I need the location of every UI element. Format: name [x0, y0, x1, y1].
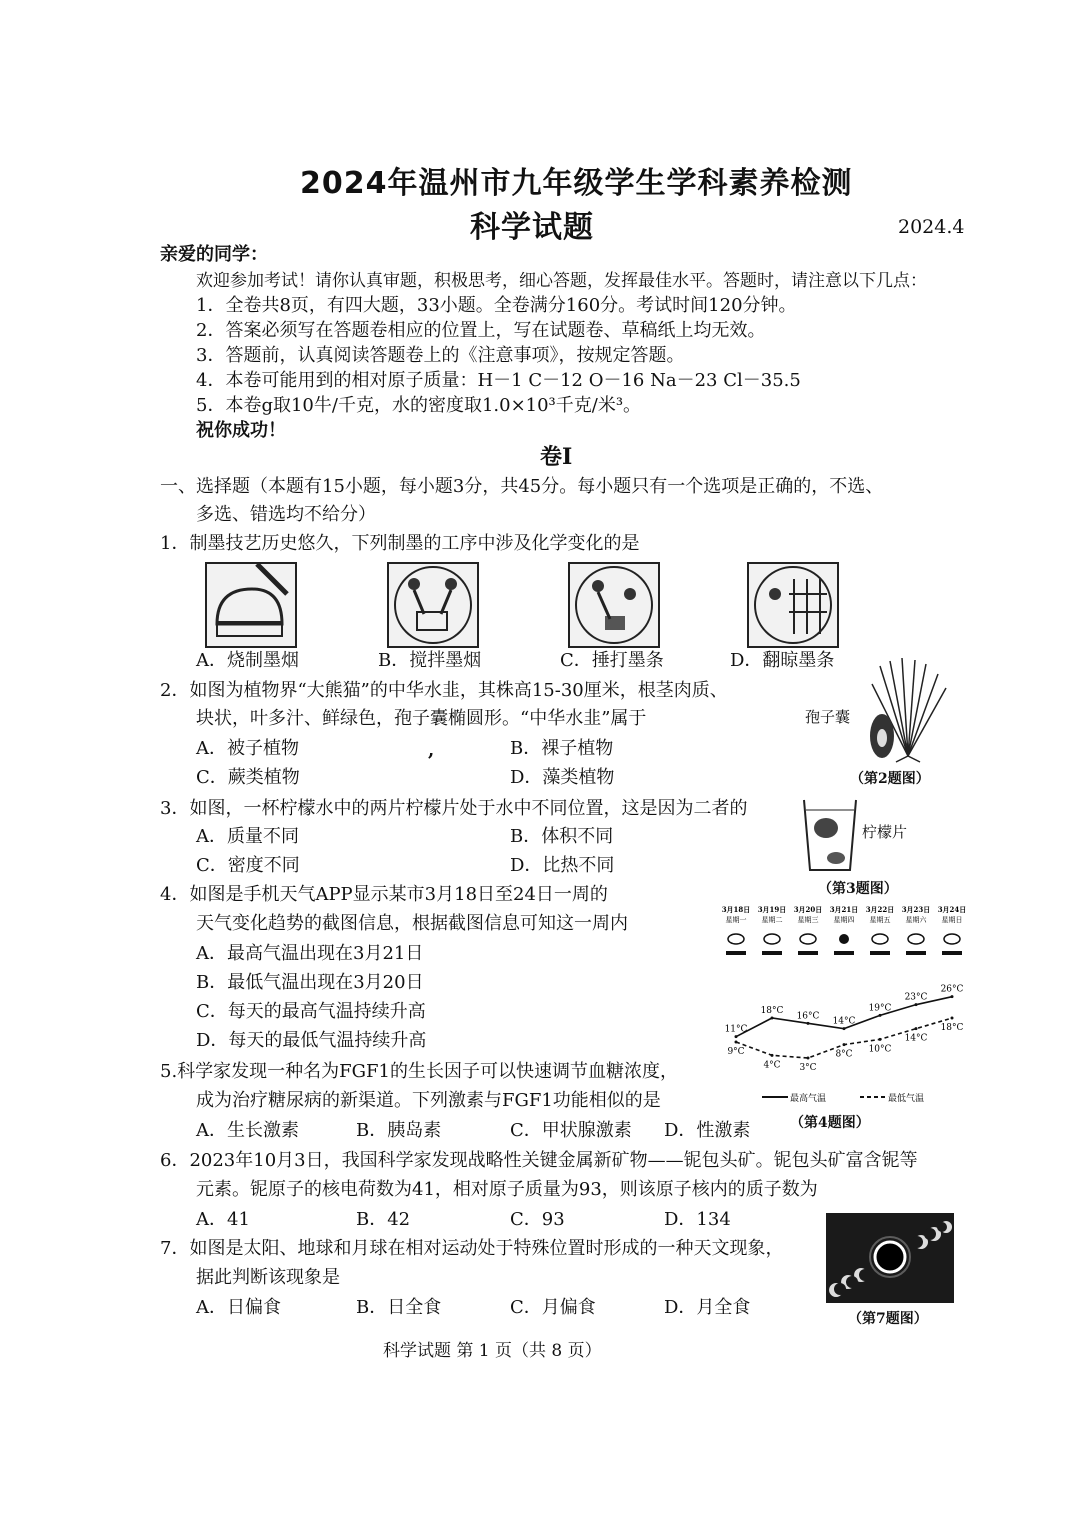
- sun-icon: [839, 934, 849, 944]
- day-weekday-label: 星期二: [761, 916, 783, 924]
- high-temp-label: 18°C: [760, 1006, 784, 1016]
- note-3: 3．答题前，认真阅读答题卷上的《注意事项》，按规定答题。: [196, 345, 685, 366]
- q1-image-b: [387, 562, 479, 648]
- q7-option-d: D．月全食: [664, 1297, 751, 1318]
- high-temp-point: [807, 1022, 810, 1025]
- q5-stem-2: 成为治疗糖尿病的新渠道。下列激素与FGF1功能相似的是: [196, 1090, 661, 1111]
- weather-bar: [942, 951, 962, 955]
- q6-option-b: B．42: [356, 1209, 411, 1230]
- cloud-icon: [728, 934, 744, 944]
- q7-stem-2: 据此判断该现象是: [196, 1267, 340, 1288]
- low-temp-point: [843, 1043, 846, 1046]
- q1-image-c: [568, 562, 660, 648]
- kiln-illustration: [207, 564, 295, 646]
- low-temp-point: [771, 1054, 774, 1057]
- q2-option-a: A．被子植物: [196, 738, 299, 759]
- high-temp-point: [735, 1035, 738, 1038]
- high-temp-label: 14°C: [832, 1016, 856, 1027]
- section-heading-cont: 多选、错选均不给分）: [196, 504, 376, 525]
- note-1: 1．全卷共8页，有四大题，33小题。全卷满分160分。考试时间120分钟。: [196, 295, 797, 316]
- volume-heading: 卷I: [540, 444, 573, 470]
- high-temp-point: [843, 1027, 846, 1030]
- page-subtitle: 科学试题: [470, 210, 594, 245]
- note-2: 2．答案必须写在答题卷相应的位置上，写在试题卷、草稿纸上均无效。: [196, 320, 766, 341]
- high-temp-point: [951, 995, 954, 998]
- day-weekday-label: 星期三: [797, 916, 819, 924]
- q5-option-a: A．生长激素: [196, 1120, 299, 1141]
- q4-option-a: A．最高气温出现在3月21日: [196, 943, 424, 964]
- low-temp-label: 3°C: [799, 1063, 817, 1073]
- q1-option-a: A．烧制墨烟: [196, 650, 299, 671]
- day-weekday-label: 星期六: [905, 916, 927, 924]
- low-temp-point: [951, 1017, 954, 1020]
- q1-option-d: D．翻晾墨条: [730, 650, 835, 671]
- quillwort-plant-illustration: [860, 656, 950, 764]
- q4-stem-2: 天气变化趋势的截图信息，根据截图信息可知这一周内: [196, 913, 628, 934]
- low-temp-label: 10°C: [868, 1044, 892, 1055]
- low-temp-point: [915, 1027, 918, 1030]
- low-temp-label: 8°C: [835, 1049, 853, 1060]
- q2-stem-2: 块状，叶多汁、鲜绿色，孢子囊椭圆形。“中华水韭”属于: [196, 708, 647, 729]
- high-temp-label: 16°C: [796, 1011, 820, 1022]
- weather-bar: [762, 951, 782, 955]
- q3-stem: 3．如图，一杯柠檬水中的两片柠檬片处于水中不同位置，这是因为二者的: [160, 798, 748, 819]
- note-5: 5．本卷g取10牛/千克，水的密度取1.0×10³千克/米³。: [196, 395, 642, 416]
- q2-fig-label: 孢子囊: [805, 708, 851, 726]
- cloud-icon: [764, 934, 780, 944]
- day-date-label: 3月23日: [901, 905, 931, 914]
- hammering-illustration: [570, 564, 658, 646]
- high-temp-label: 11°C: [724, 1024, 748, 1035]
- q5-stem-1: 5.科学家发现一种名为FGF1的生长因子可以快速调节血糖浓度，: [160, 1061, 678, 1082]
- q1-image-d: [747, 562, 839, 648]
- legend-low-label: 最低气温: [888, 1094, 925, 1104]
- low-temp-label: 18°C: [940, 1023, 964, 1033]
- q3-option-a: A．质量不同: [196, 826, 299, 847]
- q3-caption: （第3题图）: [818, 881, 898, 897]
- day-weekday-label: 星期一: [725, 916, 747, 924]
- cloud-icon: [872, 934, 888, 944]
- day-date-label: 3月22日: [865, 905, 895, 914]
- q1-option-c: C．捶打墨条: [560, 650, 664, 671]
- q4-caption: （第4题图）: [790, 1115, 870, 1131]
- q5-option-c: C．甲状腺激素: [510, 1120, 632, 1141]
- high-temp-point: [771, 1017, 774, 1020]
- day-weekday-label: 星期四: [833, 916, 855, 924]
- weather-bar: [834, 951, 854, 955]
- q5-option-b: B．胰岛素: [356, 1120, 442, 1141]
- day-weekday-label: 星期日: [941, 916, 963, 924]
- cloud-icon: [908, 934, 924, 944]
- q1-stem: 1．制墨技艺历史悠久，下列制墨的工序中涉及化学变化的是: [160, 533, 640, 554]
- drying-illustration: [749, 564, 837, 646]
- high-temp-point: [879, 1014, 882, 1017]
- greeting: 亲爱的同学：: [160, 244, 268, 265]
- q6-stem-2: 元素。铌原子的核电荷数为41，相对原子质量为93，则该原子核内的质子数为: [196, 1179, 818, 1200]
- low-temp-point: [807, 1057, 810, 1060]
- q3-option-c: C．密度不同: [196, 855, 300, 876]
- q6-option-a: A．41: [196, 1209, 250, 1230]
- low-temp-point: [735, 1041, 738, 1044]
- q7-option-c: C．月偏食: [510, 1297, 596, 1318]
- welcome-text: 欢迎参加考试！请你认真审题，积极思考，细心答题，发挥最佳水平。答题时，请注意以下几点：: [196, 271, 927, 291]
- day-date-label: 3月20日: [793, 905, 823, 914]
- day-date-label: 3月19日: [757, 905, 787, 914]
- q4-option-b: B．最低气温出现在3月20日: [196, 972, 424, 993]
- high-temp-point: [915, 1003, 918, 1006]
- q7-option-a: A．日偏食: [196, 1297, 281, 1318]
- low-temp-point: [879, 1038, 882, 1041]
- q2-option-b: B．裸子植物: [510, 738, 614, 759]
- q7-option-b: B．日全食: [356, 1297, 442, 1318]
- high-temp-label: 23°C: [904, 992, 928, 1003]
- high-temp-label: 19°C: [868, 1003, 892, 1014]
- page-footer: 科学试题 第 1 页（共 8 页）: [383, 1341, 602, 1361]
- q6-option-c: C．93: [510, 1209, 565, 1230]
- low-temp-label: 14°C: [904, 1033, 928, 1044]
- weather-chart: [718, 900, 968, 1110]
- day-date-label: 3月18日: [721, 905, 751, 914]
- q7-stem-1: 7．如图是太阳、地球和月球在相对运动处于特殊位置时形成的一种天文现象，: [160, 1238, 784, 1259]
- weather-bar: [798, 951, 818, 955]
- cloud-icon: [800, 934, 816, 944]
- q2-stem-1: 2．如图为植物界“大熊猫”的中华水韭，其株高15-30厘米，根茎肉质、: [160, 680, 728, 701]
- cloud-icon: [944, 934, 960, 944]
- q6-option-d: D．134: [664, 1209, 731, 1230]
- day-date-label: 3月24日: [937, 905, 967, 914]
- high-temp-label: 26°C: [940, 984, 964, 995]
- q2-option-c: C．蕨类植物: [196, 767, 300, 788]
- q5-option-d: D．性激素: [664, 1120, 751, 1141]
- day-weekday-label: 星期五: [869, 916, 891, 924]
- page-title: 2024年温州市九年级学生学科素养检测: [300, 166, 853, 201]
- low-temp-label: 4°C: [763, 1060, 781, 1071]
- q2-option-d: D．藻类植物: [510, 767, 615, 788]
- q4-option-d: D．每天的最低气温持续升高: [196, 1030, 427, 1051]
- eclipse-sequence-illustration: [826, 1213, 954, 1303]
- q2-stray-mark: ,: [428, 740, 435, 761]
- low-temp-label: 9°C: [727, 1047, 745, 1057]
- exam-date: 2024.4: [898, 216, 965, 238]
- q2-caption: （第2题图）: [850, 771, 930, 787]
- wish: 祝你成功！: [196, 420, 286, 441]
- q4-stem-1: 4．如图是手机天气APP显示某市3月18日至24日一周的: [160, 884, 608, 905]
- section-heading: 一、选择题（本题有15小题，每小题3分，共45分。每小题只有一个选项是正确的，不选、: [160, 476, 884, 497]
- q3-option-b: B．体积不同: [510, 826, 614, 847]
- weather-bar: [870, 951, 890, 955]
- q4-option-c: C．每天的最高气温持续升高: [196, 1001, 426, 1022]
- day-date-label: 3月21日: [829, 905, 859, 914]
- q3-fig-label: 柠檬片: [862, 823, 908, 841]
- legend-high-label: 最高气温: [790, 1094, 827, 1104]
- q3-option-d: D．比热不同: [510, 855, 615, 876]
- note-4: 4．本卷可能用到的相对原子质量：H－1 C－12 O－16 Na－23 Cl－35.5: [196, 370, 801, 391]
- q1-image-a: [205, 562, 297, 648]
- q6-stem-1: 6．2023年10月3日，我国科学家发现战略性关键金属新矿物——铌包头矿。铌包头矿富含铌等: [160, 1150, 918, 1171]
- stirring-illustration: [389, 564, 477, 646]
- q7-caption: （第7题图）: [848, 1311, 928, 1327]
- weather-bar: [726, 951, 746, 955]
- q1-option-b: B．搅拌墨烟: [378, 650, 482, 671]
- weather-bar: [906, 951, 926, 955]
- lemon-water-glass-illustration: [800, 796, 860, 876]
